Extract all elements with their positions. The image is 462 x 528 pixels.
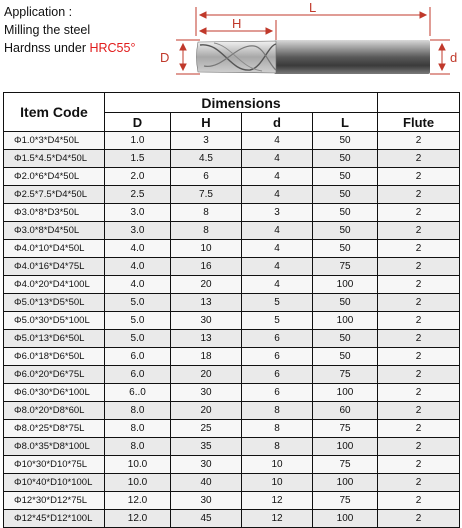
overall-length-cell: 75 (313, 258, 378, 276)
item-code-cell: Φ8.0*20*D8*60L (4, 402, 105, 420)
flute-count-cell: 2 (378, 186, 460, 204)
flute-count-cell: 2 (378, 168, 460, 186)
flute-count-cell: 2 (378, 402, 460, 420)
diameter-cell: 8.0 (105, 402, 171, 420)
flute-length-cell: 35 (171, 438, 242, 456)
flute-length-cell: 8 (171, 204, 242, 222)
flute-count-cell: 2 (378, 312, 460, 330)
table-row (4, 276, 460, 294)
table-row (4, 168, 460, 186)
item-code-cell: Φ4.0*16*D4*75L (4, 258, 105, 276)
overall-length-cell: 100 (313, 510, 378, 528)
shank-diameter-cell: 6 (242, 330, 313, 348)
overall-length-cell: 75 (313, 456, 378, 474)
flute-length-cell: 6 (171, 168, 242, 186)
specification-table (3, 92, 460, 528)
item-code-header: Item Code (4, 93, 105, 132)
application-heading: Application : (4, 5, 73, 19)
shank-diameter-cell: 4 (242, 150, 313, 168)
shank-diameter-cell: 6 (242, 384, 313, 402)
item-code-cell: Φ10*30*D10*75L (4, 456, 105, 474)
item-code-cell: Φ12*45*D12*100L (4, 510, 105, 528)
table-row (4, 348, 460, 366)
flute-length-cell: 10 (171, 240, 242, 258)
diameter-cell: 1.5 (105, 150, 171, 168)
shank-diameter-cell: 4 (242, 132, 313, 150)
flute-count-cell: 2 (378, 438, 460, 456)
diameter-cell: 6.0 (105, 348, 171, 366)
shank-diameter-cell: 10 (242, 474, 313, 492)
item-code-cell: Φ12*30*D12*75L (4, 492, 105, 510)
shank-diameter-cell: 4 (242, 276, 313, 294)
shank-diameter-cell: 3 (242, 204, 313, 222)
flute-length-cell: 30 (171, 384, 242, 402)
end-mill-tool (197, 40, 431, 74)
flute-count-cell: 2 (378, 150, 460, 168)
overall-length-cell: 75 (313, 366, 378, 384)
item-code-cell: Φ5.0*30*D5*100L (4, 312, 105, 330)
item-code-cell: Φ6.0*30*D6*100L (4, 384, 105, 402)
diameter-cell: 2.5 (105, 186, 171, 204)
table-body (4, 132, 460, 528)
table-row (4, 384, 460, 402)
overall-length-cell: 50 (313, 294, 378, 312)
hardness-prefix: Hardnss under (4, 41, 90, 55)
table-row (4, 240, 460, 258)
diameter-D-label: D (160, 50, 170, 65)
overall-length-cell: 50 (313, 150, 378, 168)
item-code-cell: Φ6.0*18*D6*50L (4, 348, 105, 366)
diameter-cell: 4.0 (105, 258, 171, 276)
table-row (4, 258, 460, 276)
shank-diameter-cell: 8 (242, 420, 313, 438)
diameter-cell: 10.0 (105, 456, 171, 474)
table-row (4, 456, 460, 474)
overall-length-cell: 50 (313, 168, 378, 186)
item-code-cell: Φ8.0*35*D8*100L (4, 438, 105, 456)
diameter-cell: 8.0 (105, 438, 171, 456)
overall-length-cell: 50 (313, 330, 378, 348)
shank-diameter-cell: 10 (242, 456, 313, 474)
flute-count-cell: 2 (378, 384, 460, 402)
flute-length-cell: 13 (171, 330, 242, 348)
overall-length-cell: 100 (313, 474, 378, 492)
table-row (4, 204, 460, 222)
shank-diameter-cell: 5 (242, 312, 313, 330)
overall-length-cell: 60 (313, 402, 378, 420)
diameter-cell: 3.0 (105, 204, 171, 222)
flute-length-H-label: H (232, 16, 242, 31)
flute-count-cell: 2 (378, 258, 460, 276)
overall-length-cell: 100 (313, 312, 378, 330)
shank-diameter-cell: 5 (242, 294, 313, 312)
flute-count-cell: 2 (378, 132, 460, 150)
flute-length-cell: 13 (171, 294, 242, 312)
item-code-cell: Φ5.0*13*D5*50L (4, 294, 105, 312)
shank-diameter-cell: 4 (242, 222, 313, 240)
item-code-cell: Φ2.5*7.5*D4*50L (4, 186, 105, 204)
overall-length-cell: 100 (313, 276, 378, 294)
flute-count-cell: 2 (378, 420, 460, 438)
dimensions-header: Dimensions (105, 93, 378, 113)
flute-count-cell: 2 (378, 492, 460, 510)
flute-length-cell: 20 (171, 402, 242, 420)
flute-length-cell: 40 (171, 474, 242, 492)
flute-length-cell: 30 (171, 492, 242, 510)
shank-diameter-cell: 8 (242, 438, 313, 456)
flute-count-cell: 2 (378, 276, 460, 294)
flute-length-cell: 20 (171, 276, 242, 294)
flute-count-cell: 2 (378, 330, 460, 348)
diameter-cell: 5.0 (105, 312, 171, 330)
overall-length-cell: 75 (313, 420, 378, 438)
item-code-cell: Φ2.0*6*D4*50L (4, 168, 105, 186)
diameter-cell: 4.0 (105, 240, 171, 258)
table-row (4, 132, 460, 150)
hardness-value: HRC55° (89, 41, 136, 55)
overall-length-cell: 100 (313, 384, 378, 402)
overall-length-cell: 75 (313, 492, 378, 510)
diameter-cell: 3.0 (105, 222, 171, 240)
table-row (4, 438, 460, 456)
overall-length-cell: 50 (313, 222, 378, 240)
shank-diameter-cell: 6 (242, 348, 313, 366)
overall-length-cell: 50 (313, 240, 378, 258)
flute-length-cell: 4.5 (171, 150, 242, 168)
diameter-cell: 2.0 (105, 168, 171, 186)
flute-header-spacer (378, 93, 460, 113)
flute-length-cell: 30 (171, 312, 242, 330)
flute-count-cell: 2 (378, 294, 460, 312)
column-header-H: H (171, 113, 242, 132)
table-row (4, 330, 460, 348)
end-mill-diagram (0, 0, 462, 92)
diameter-cell: 1.0 (105, 132, 171, 150)
diameter-cell: 5.0 (105, 294, 171, 312)
flute-length-cell: 7.5 (171, 186, 242, 204)
table-row (4, 492, 460, 510)
shank-diameter-cell: 4 (242, 240, 313, 258)
flute-length-cell: 3 (171, 132, 242, 150)
flute-length-cell: 25 (171, 420, 242, 438)
flute-count-cell: 2 (378, 204, 460, 222)
item-code-cell: Φ5.0*13*D6*50L (4, 330, 105, 348)
flute-header: Flute (378, 113, 460, 132)
flute-count-cell: 2 (378, 510, 460, 528)
diameter-cell: 5.0 (105, 330, 171, 348)
overall-length-cell: 50 (313, 132, 378, 150)
flute-length-cell: 20 (171, 366, 242, 384)
table-row (4, 150, 460, 168)
application-material: Milling the steel (4, 23, 91, 37)
diameter-cell: 10.0 (105, 474, 171, 492)
diameter-cell: 4.0 (105, 276, 171, 294)
diameter-cell: 6.0 (105, 366, 171, 384)
flute-length-cell: 8 (171, 222, 242, 240)
shank-d-label: d (450, 50, 458, 65)
flute-length-cell: 18 (171, 348, 242, 366)
flute-count-cell: 2 (378, 348, 460, 366)
flute-count-cell: 2 (378, 366, 460, 384)
shank-diameter-cell: 12 (242, 492, 313, 510)
shank-diameter-cell: 4 (242, 258, 313, 276)
item-code-cell: Φ4.0*20*D4*100L (4, 276, 105, 294)
table-row (4, 366, 460, 384)
table-row (4, 510, 460, 528)
flute-length-cell: 30 (171, 456, 242, 474)
table-row (4, 222, 460, 240)
table-row (4, 186, 460, 204)
diameter-cell: 8.0 (105, 420, 171, 438)
column-header-D: D (105, 113, 171, 132)
item-code-cell: Φ1.5*4.5*D4*50L (4, 150, 105, 168)
shank-diameter-cell: 8 (242, 402, 313, 420)
table-row (4, 474, 460, 492)
column-header-d: d (242, 113, 313, 132)
overall-length-cell: 50 (313, 204, 378, 222)
shank-diameter-cell: 4 (242, 168, 313, 186)
shank-diameter-cell: 12 (242, 510, 313, 528)
item-code-cell: Φ3.0*8*D4*50L (4, 222, 105, 240)
item-code-cell: Φ6.0*20*D6*75L (4, 366, 105, 384)
overall-length-cell: 50 (313, 186, 378, 204)
table-row (4, 420, 460, 438)
flute-count-cell: 2 (378, 222, 460, 240)
item-code-cell: Φ3.0*8*D3*50L (4, 204, 105, 222)
table-header-row (4, 93, 460, 113)
flute-length-cell: 45 (171, 510, 242, 528)
table-row (4, 402, 460, 420)
item-code-cell: Φ10*40*D10*100L (4, 474, 105, 492)
flute-count-cell: 2 (378, 240, 460, 258)
overall-length-cell: 50 (313, 348, 378, 366)
item-code-cell: Φ4.0*10*D4*50L (4, 240, 105, 258)
diameter-cell: 12.0 (105, 510, 171, 528)
column-header-L: L (313, 113, 378, 132)
length-L-label: L (309, 0, 317, 15)
flute-length-cell: 16 (171, 258, 242, 276)
table-row (4, 312, 460, 330)
item-code-cell: Φ1.0*3*D4*50L (4, 132, 105, 150)
shank-diameter-cell: 6 (242, 366, 313, 384)
flute-count-cell: 2 (378, 456, 460, 474)
flute-count-cell: 2 (378, 474, 460, 492)
overall-length-cell: 100 (313, 438, 378, 456)
diameter-cell: 6..0 (105, 384, 171, 402)
shank-diameter-cell: 4 (242, 186, 313, 204)
table-row (4, 294, 460, 312)
item-code-cell: Φ8.0*25*D8*75L (4, 420, 105, 438)
diameter-cell: 12.0 (105, 492, 171, 510)
